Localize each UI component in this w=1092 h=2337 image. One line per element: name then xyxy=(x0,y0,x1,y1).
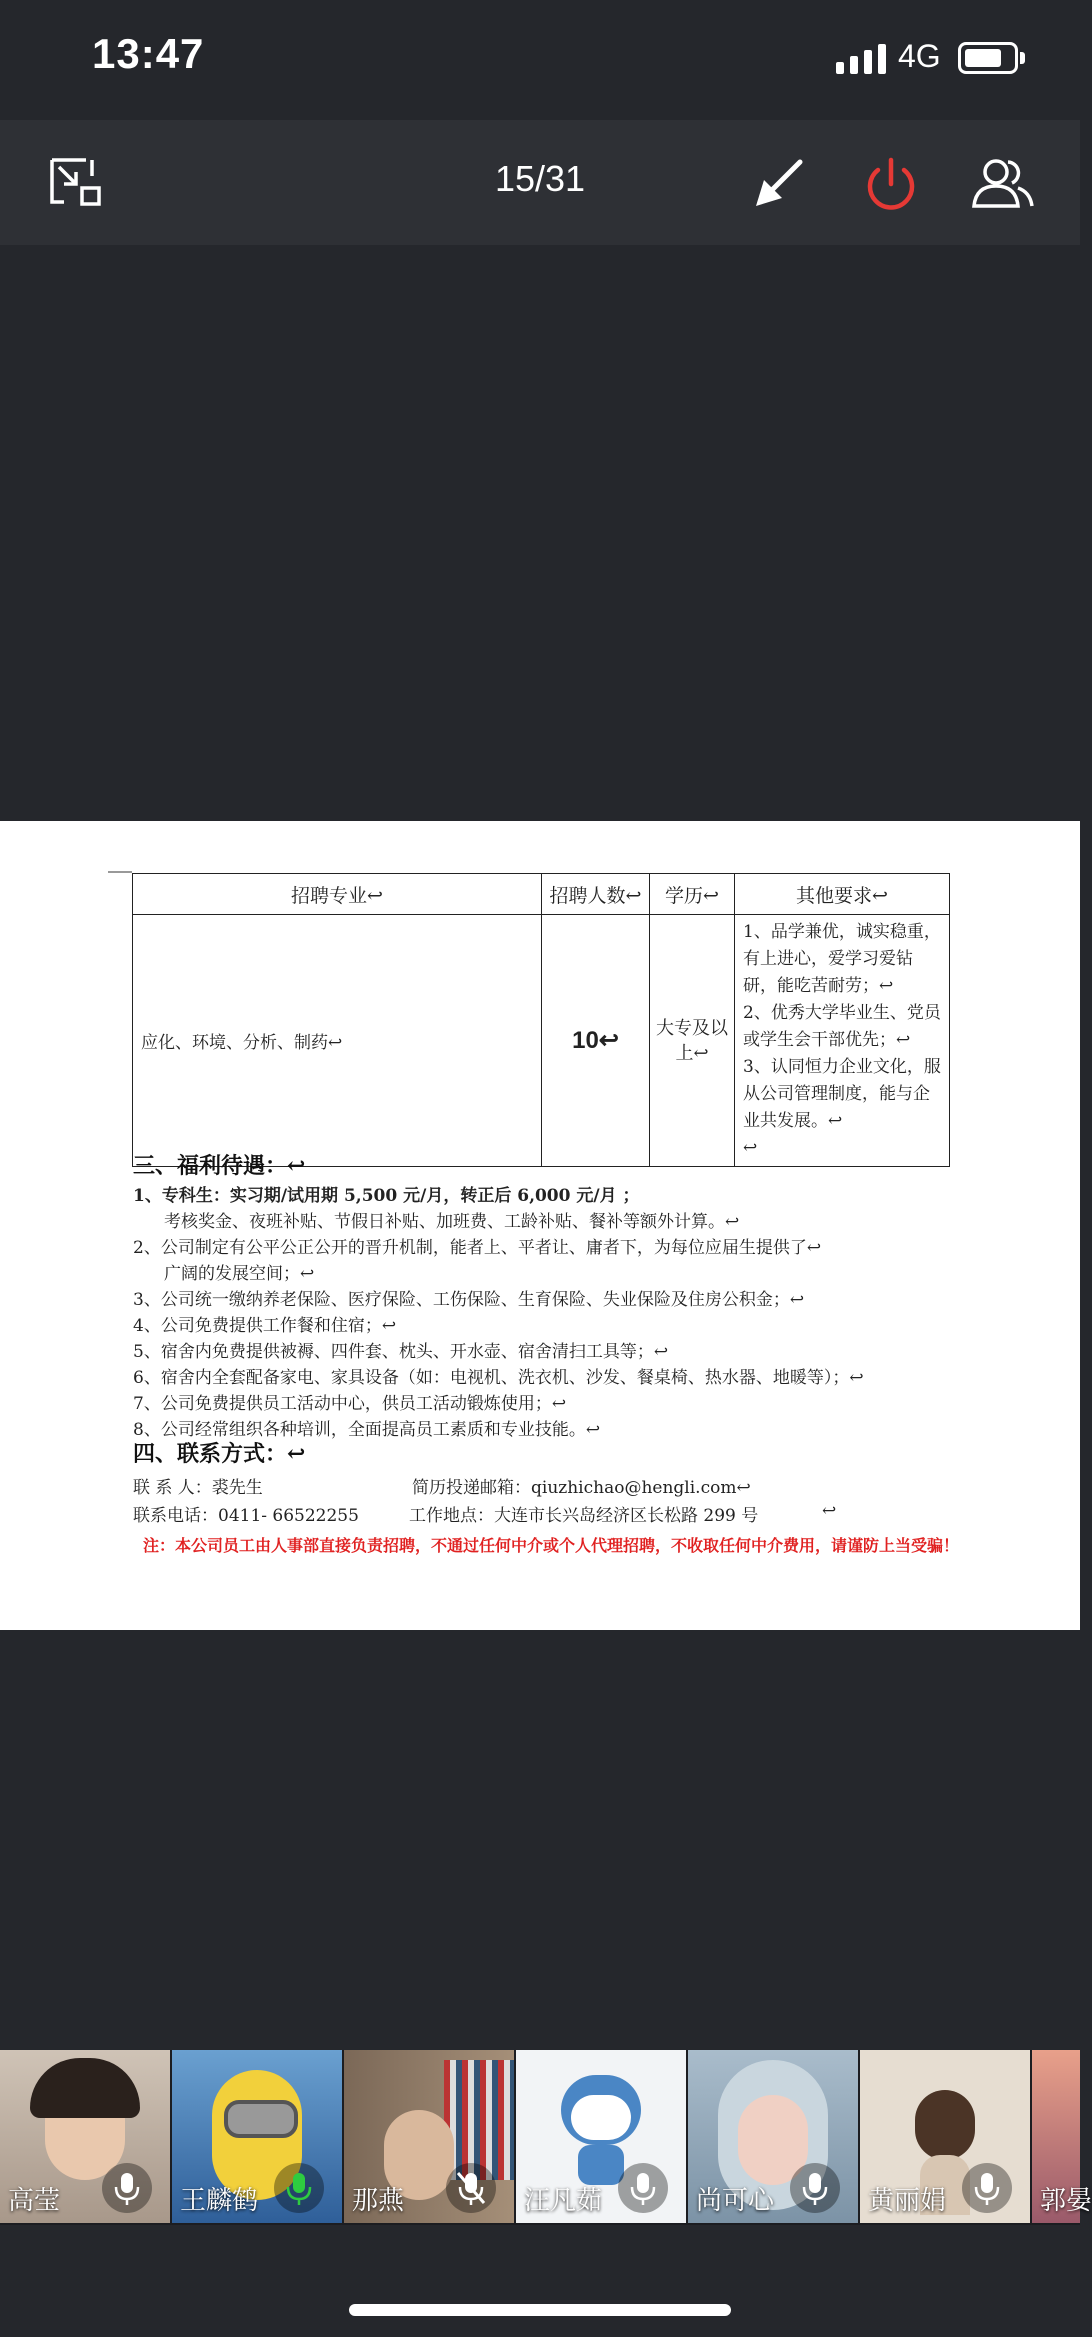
meeting-toolbar xyxy=(0,120,1080,245)
participant-name: 汪凡茹 xyxy=(524,2186,603,2216)
benefit-line: 6、宿舍内全套配备家电、家具设备（如：电视机、洗衣机、沙发、餐桌椅、热水器、地暖等）；↩ xyxy=(133,1368,864,1388)
participant-name: 黄丽娟 xyxy=(868,2186,947,2216)
cell-requirements xyxy=(735,915,950,1167)
participant-tile[interactable] xyxy=(860,2050,1030,2223)
benefit-line: 2、公司制定有公平公正公开的晋升机制，能者上、平者让、庸者下，为每位应届生提供了↩ xyxy=(133,1238,822,1258)
contact-person: 联 系 人：裘先生 xyxy=(133,1478,263,1498)
participant-tile[interactable] xyxy=(0,2050,170,2223)
microphone-off-icon xyxy=(446,2163,496,2213)
benefit-line: 考核奖金、夜班补贴、节假日补贴、加班费、工龄补贴、餐补等额外计算。↩ xyxy=(164,1212,740,1232)
benefit-line: 5、宿舍内免费提供被褥、四件套、枕头、开水壶、宿舍清扫工具等；↩ xyxy=(133,1342,669,1362)
cell-count: 10↩ xyxy=(542,915,650,1167)
participants-icon[interactable] xyxy=(968,150,1038,216)
participant-name: 王麟鹤 xyxy=(180,2186,259,2216)
page-margin-mark xyxy=(108,871,132,873)
status-bar xyxy=(0,0,1080,120)
home-indicator[interactable] xyxy=(349,2304,731,2316)
benefit-line: 3、公司统一缴纳养老保险、医疗保险、工伤保险、生育保险、失业保险及住房公积金；↩ xyxy=(133,1290,805,1310)
contact-address: 工作地点：大连市长兴岛经济区长松路 299 号 xyxy=(409,1506,759,1526)
page-counter: 15/31 xyxy=(494,158,586,199)
benefit-line: 广阔的发展空间；↩ xyxy=(164,1264,315,1284)
microphone-active-icon xyxy=(274,2163,324,2213)
header-major: 招聘专业↩ xyxy=(133,874,542,915)
benefit-line: 1、专科生：实习期/试用期 5,500 元/月，转正后 6,000 元/月 ； xyxy=(133,1186,640,1206)
participant-name: 郭晏 xyxy=(1040,2186,1092,2216)
shared-document-page xyxy=(0,821,1080,1630)
contact-phone: 联系电话：0411- 66522255 xyxy=(133,1506,359,1526)
network-type: 4G xyxy=(898,38,941,74)
microphone-icon xyxy=(790,2163,840,2213)
anti-fraud-notice: 注：本公司员工由人事部直接负责招聘，不通过任何中介或个人代理招聘，不收取任何中介费用，请谨防上当受骗！ xyxy=(143,1536,960,1555)
requirement-item: ↩ xyxy=(743,1138,758,1158)
requirement-item: 2、优秀大学毕业生、党员或学生会干部优先；↩ xyxy=(743,1003,941,1050)
microphone-icon xyxy=(962,2163,1012,2213)
contact-address-mark: ↩ xyxy=(822,1501,837,1521)
signal-icon xyxy=(836,44,886,74)
participant-name: 那燕 xyxy=(352,2186,405,2216)
benefit-line: 4、公司免费提供工作餐和住宿；↩ xyxy=(133,1316,397,1336)
header-other-requirements: 其他要求↩ xyxy=(735,874,950,915)
requirement-item: 1、品学兼优，诚实稳重，有上进心，爱学习爱钻研，能吃苦耐劳；↩ xyxy=(743,922,941,996)
participant-strip xyxy=(0,2050,1092,2225)
participant-name: 尚可心 xyxy=(696,2186,775,2216)
participant-tile[interactable] xyxy=(344,2050,514,2223)
contact-heading: 四、联系方式：↩ xyxy=(133,1441,306,1467)
header-education: 学历↩ xyxy=(650,874,735,915)
participant-tile[interactable] xyxy=(688,2050,858,2223)
participant-tile[interactable] xyxy=(1032,2050,1092,2223)
benefit-line: 7、公司免费提供员工活动中心，供员工活动锻炼使用；↩ xyxy=(133,1394,567,1414)
benefit-line: 8、公司经常组织各种培训，全面提高员工素质和专业技能。↩ xyxy=(133,1420,601,1440)
power-icon[interactable] xyxy=(856,150,926,216)
recruitment-table xyxy=(132,873,950,1167)
microphone-icon xyxy=(102,2163,152,2213)
pointer-arrow-icon[interactable] xyxy=(744,150,814,216)
header-count: 招聘人数↩ xyxy=(542,874,650,915)
contact-email: 简历投递邮箱：qiuzhichao@hengli.com↩ xyxy=(412,1478,751,1498)
participant-name: 高莹 xyxy=(8,2186,61,2216)
participant-tile[interactable] xyxy=(172,2050,342,2223)
requirement-item: 3、认同恒力企业文化，服从公司管理制度，能与企业共发展。↩ xyxy=(743,1057,941,1131)
clock: 13:47 xyxy=(92,30,205,77)
cell-major: 应化、环境、分析、制药↩ xyxy=(133,915,542,1167)
participant-tile[interactable] xyxy=(516,2050,686,2223)
battery-icon xyxy=(958,42,1018,74)
benefits-heading: 三、福利待遇：↩ xyxy=(133,1153,306,1179)
microphone-icon xyxy=(618,2163,668,2213)
cell-education: 大专及以上↩ xyxy=(650,915,735,1167)
